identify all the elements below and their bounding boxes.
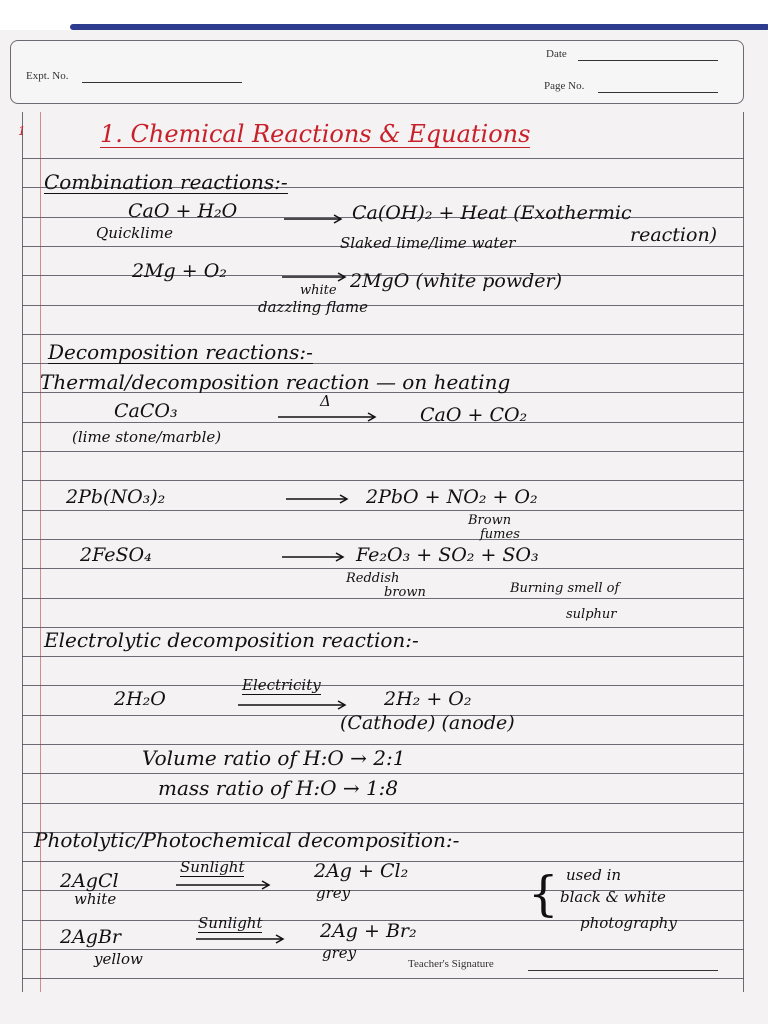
mass-ratio-line: mass ratio of H:O → 1:8 (158, 776, 399, 800)
ruled-line (22, 158, 744, 159)
combination-eq1-rhs-cont: reaction) (630, 224, 718, 246)
thermal-eq3-lhs: 2FeSO₄ (80, 544, 152, 566)
ruled-line (22, 422, 744, 423)
photolytic-eq2-rhs-note: grey (322, 944, 357, 962)
ruled-line (22, 656, 744, 657)
photolytic-eq1-rhs: 2Ag + Cl₂ (314, 860, 409, 882)
side-note-1: used in (566, 866, 622, 884)
electrolytic-arrow (238, 700, 348, 710)
thermal-eq1-lhs: CaCO₃ (114, 400, 178, 422)
photolytic-eq1-lhs: 2AgCl (60, 870, 119, 892)
combination-eq2-above-arrow: white (300, 283, 337, 298)
page-no-label: Page No. (544, 80, 585, 92)
combination-eq1-lhs: CaO + H₂O (128, 200, 238, 222)
combination-eq2-rhs: 2MgO (white powder) (350, 270, 562, 292)
thermal-eq2-arrow (286, 494, 350, 504)
electrolytic-lhs: 2H₂O (114, 688, 166, 710)
photolytic-eq2-lhs: 2AgBr (60, 926, 122, 948)
quicklime-note: Quicklime (96, 224, 173, 242)
photolytic-eq2-lhs-note: yellow (94, 950, 143, 968)
photolytic-eq2-arrow (196, 934, 286, 944)
thermal-eq1-above-arrow: Δ (320, 392, 331, 410)
curly-brace-icon: { (528, 866, 559, 922)
ruled-line (22, 744, 744, 745)
volume-ratio-line: Volume ratio of H:O → 2:1 (142, 746, 406, 770)
electrolytic-above-arrow: Electricity (242, 676, 321, 694)
electrolytic-rhs: 2H₂ + O₂ (384, 688, 472, 710)
combination-eq2-arrow (282, 272, 348, 282)
ruled-line (22, 568, 744, 569)
photolytic-eq1-rhs-note: grey (316, 884, 351, 902)
decomposition-heading: Decomposition reactions:- (48, 340, 313, 364)
brown-note-2: brown (384, 585, 426, 600)
ruled-line (22, 305, 744, 306)
page-title: 1. Chemical Reactions & Equations (100, 120, 531, 148)
combination-heading: Combination reactions:- (44, 170, 288, 194)
ruled-line (22, 539, 744, 540)
ruled-line (22, 334, 744, 335)
photolytic-eq2-rhs: 2Ag + Br₂ (320, 920, 417, 942)
side-note-3: photography (580, 914, 677, 932)
thermal-eq1-rhs: CaO + CO₂ (420, 404, 528, 426)
ruled-line (22, 451, 744, 452)
thermal-eq2-lhs: 2Pb(NO₃)₂ (66, 486, 166, 508)
photolytic-eq1-lhs-note: white (74, 890, 117, 908)
reddish-note: Reddish (346, 571, 400, 586)
ruled-line (22, 510, 744, 511)
date-line (578, 60, 718, 61)
combination-eq2-below-arrow: dazzling flame (258, 298, 369, 316)
photolytic-eq2-above-arrow: Sunlight (198, 914, 263, 932)
combination-eq1-rhs: Ca(OH)₂ + Heat (Exothermic (352, 202, 632, 224)
page-header-box (10, 40, 744, 104)
photolytic-heading: Photolytic/Photochemical decomposition:- (34, 828, 460, 852)
electrolytic-heading: Electrolytic decomposition reaction:- (44, 628, 419, 652)
ruled-line (22, 685, 744, 686)
notebook-cover-edge (70, 24, 768, 30)
fumes-note: fumes (480, 527, 520, 542)
page-no-line (598, 92, 718, 93)
photolytic-eq1-above-arrow: Sunlight (180, 858, 245, 876)
combination-eq1-arrow (284, 214, 344, 224)
thermal-eq2-rhs: 2PbO + NO₂ + O₂ (366, 486, 538, 508)
thermal-eq1-arrow (278, 412, 378, 422)
limestone-note: (lime stone/marble) (72, 428, 222, 446)
slaked-lime-note: Slaked lime/lime water (340, 234, 516, 252)
expt-no-label: Expt. No. (26, 70, 69, 82)
thermal-eq3-rhs: Fe₂O₃ + SO₂ + SO₃ (356, 544, 539, 566)
brown-note: Brown (468, 513, 512, 528)
combination-eq2-lhs: 2Mg + O₂ (132, 260, 227, 282)
ruled-line (22, 598, 744, 599)
margin-line (40, 112, 41, 992)
sulphur-note: sulphur (566, 607, 617, 622)
thermal-decomposition-heading: Thermal/decomposition reaction — on heating (40, 370, 511, 394)
teacher-signature-label: Teacher's Signature (408, 958, 494, 970)
photolytic-eq1-arrow (176, 880, 272, 890)
expt-no-line (82, 82, 242, 83)
teacher-signature-line (528, 970, 718, 971)
side-note-2: black & white (560, 888, 666, 906)
thermal-eq3-arrow (282, 552, 346, 562)
ruled-line (22, 773, 744, 774)
margin-number: 1 (18, 124, 26, 138)
date-label: Date (546, 48, 567, 60)
ruled-line (22, 803, 744, 804)
electrodes-line: (Cathode) (anode) (340, 712, 515, 734)
burning-smell-note: Burning smell of (510, 581, 620, 596)
ruled-line (22, 480, 744, 481)
ruled-line (22, 978, 744, 979)
